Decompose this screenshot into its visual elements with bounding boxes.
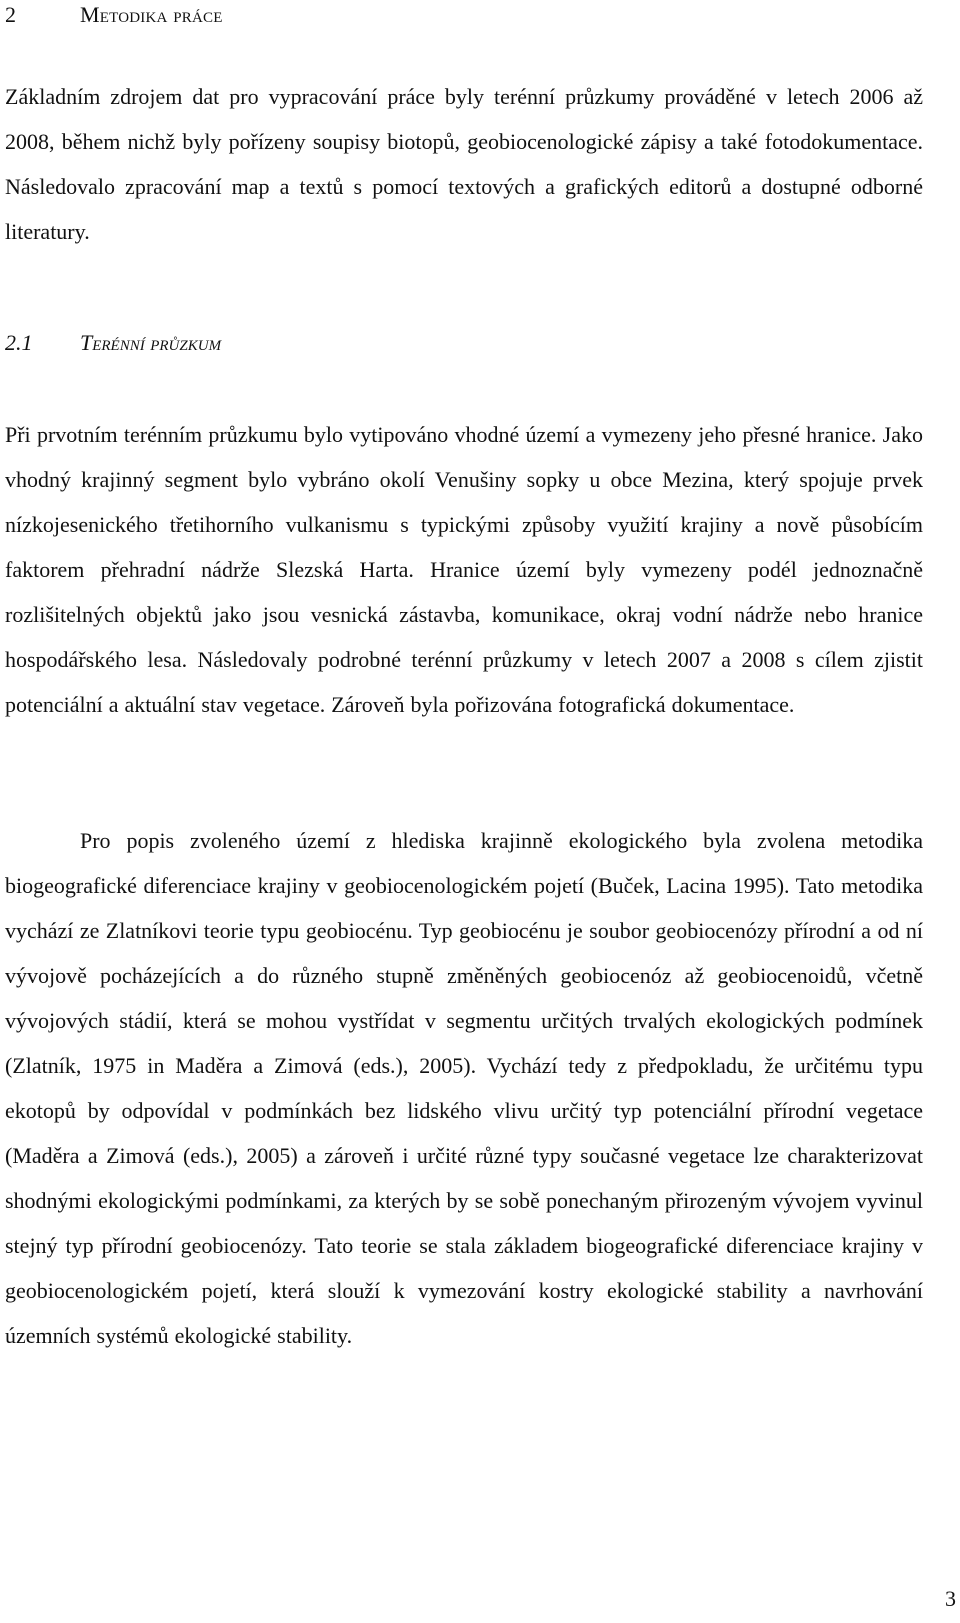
survey-paragraph: Při prvotním terénním průzkumu bylo vytipováno vhodné území a vymezeny jeho přesné hranice. Jako vhodný krajinný segment bylo vybráno okolí Venušiny sopky u obce Mezina, který spojuje prvek nízkojesenického třetihorního vulkanismu s typickými způsoby využití krajiny a nově působícím faktorem přehradní nádrže Slezská Harta. Hranice území byly vymezeny podél jednoznačně rozlišitelných objektů jako jsou vesnická zástavba, komunikace, okraj vodní nádrže nebo hranice hospodářského lesa. Následovaly podrobné terénní průzkumy v letech 2007 a 2008 s cílem zjistit potenciální a aktuální stav vegetace. Zároveň byla pořizována fotografická dokumentace. <box>5 422 923 717</box>
chapter-title: Metodika práce <box>80 2 223 27</box>
page-number: 3 <box>945 1586 956 1611</box>
section-title: Terénní průzkum <box>80 330 222 355</box>
section-heading <box>5 328 221 358</box>
section-number: 2.1 <box>5 330 33 355</box>
intro-paragraph: Základním zdrojem dat pro vypracování práce byly terénní průzkumy prováděné v letech 2006 až 2008, během nichž byly pořízeny soupisy biotopů, geobiocenologické zápisy a také fotodokumentace. Následovalo zpracování map a textů s pomocí textových a grafických editorů a dostupné odborné literatury. <box>5 84 923 244</box>
chapter-heading <box>5 0 223 30</box>
chapter-number: 2 <box>5 2 16 27</box>
methodology-paragraph: Pro popis zvoleného území z hlediska krajinně ekologického byla zvolena metodika biogeografické diferenciace krajiny v geobiocenologickém pojetí (Buček, Lacina 1995). Tato metodika vychází ze Zlatníkovi teorie typu geobiocénu. Typ geobiocénu je soubor geobiocenózy přírodní a od ní vývojově pocházejících a do různého stupně změněných geobiocenóz až geobiocenoidů, včetně vývojových stádií, která se mohou vystřídat v segmentu určitých trvalých ekologických podmínek (Zlatník, 1975 in Maděra a Zimová (eds.), 2005). Vychází tedy z předpokladu, že určitému typu ekotopů by odpovídal v podmínkách bez lidského vlivu určitý typ potenciální přírodní vegetace (Maděra a Zimová (eds.), 2005) a zároveň i určité různé typy současné vegetace lze charakterizovat shodnými ekologickými podmínkami, za kterých by se sobě ponechaným přirozeným vývojem vyvinul stejný typ přírodní geobiocenózy. Tato teorie se stala základem biogeografické diferenciace krajiny v geobiocenologickém pojetí, která slouží k vymezování kostry ekologické stability a navrhování územních systémů ekologické stability. <box>5 828 923 1348</box>
